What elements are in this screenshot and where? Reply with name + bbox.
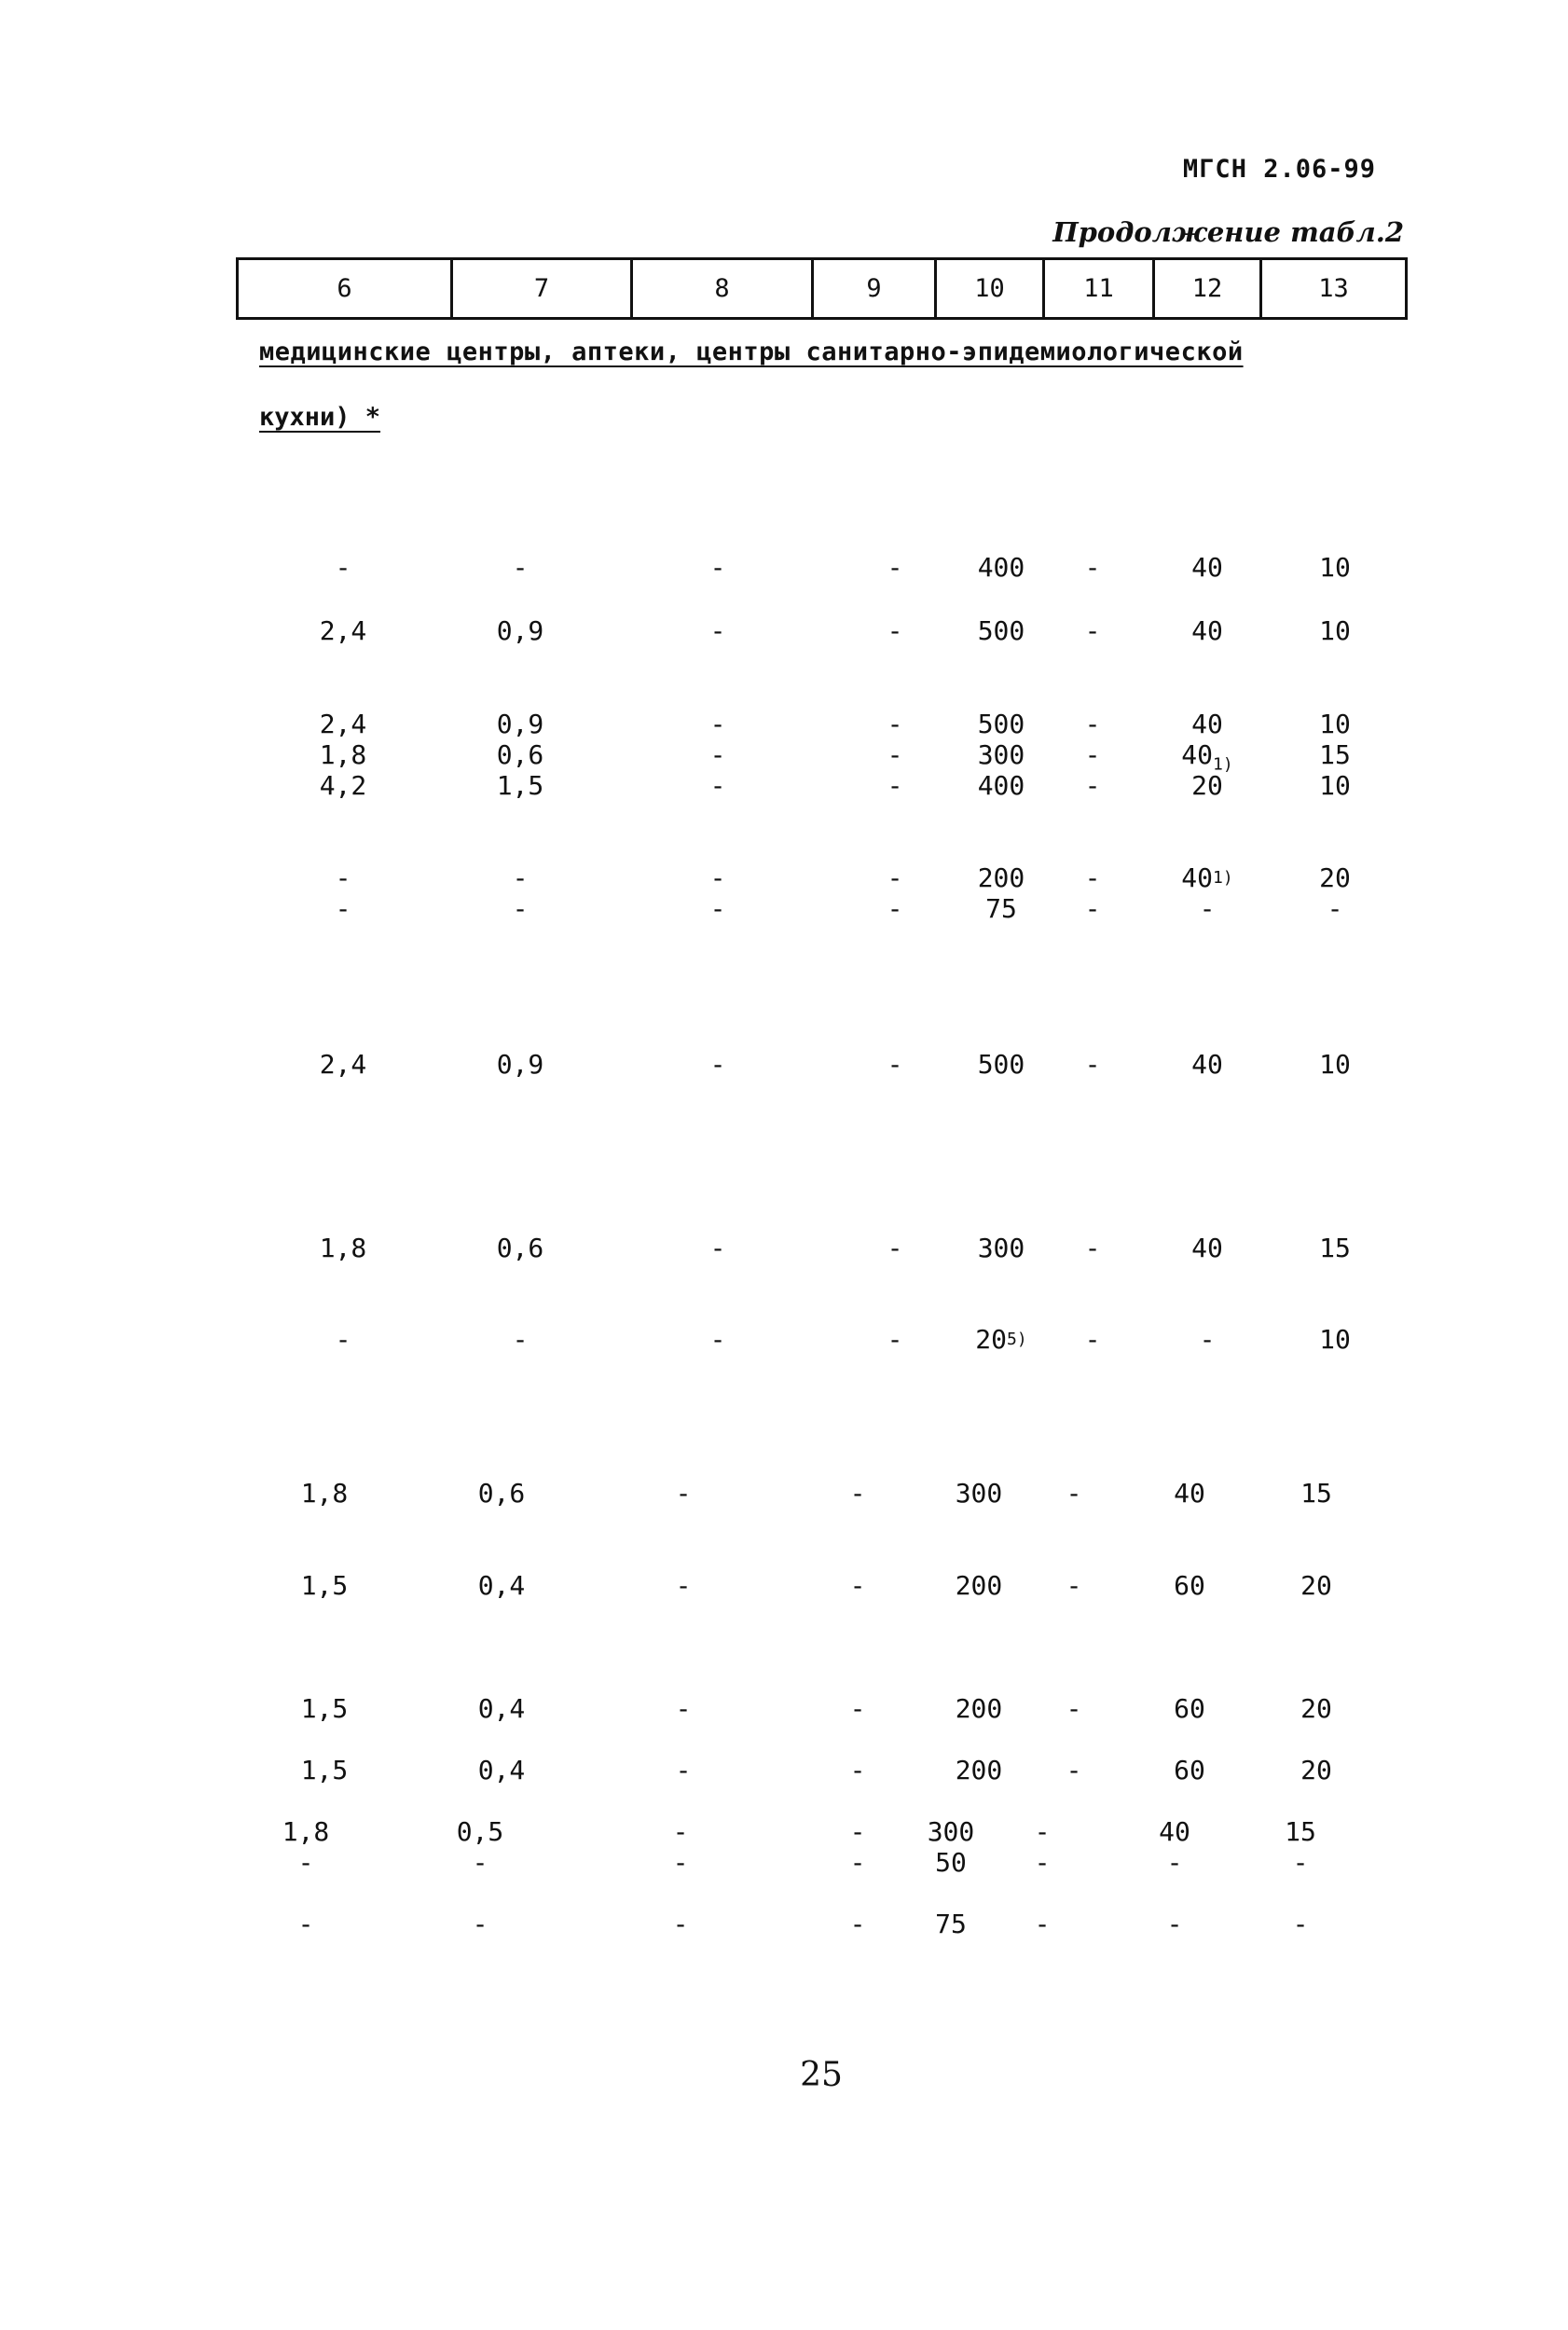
table-cell-r11-col9: - (849, 1478, 866, 1509)
table-cell-r3-col7: 0,9 (496, 709, 544, 739)
table-cell-r17-col7: - (472, 1909, 488, 1939)
table-cell-r4-col9: - (887, 739, 903, 770)
table-cell-r15-col11: - (1034, 1816, 1051, 1847)
column-header-table (236, 257, 1408, 320)
table-cell-r10-col7: - (512, 1324, 529, 1355)
table-cell-r8-col12: 40 (1191, 1049, 1223, 1080)
table-cell-r16-col12: - (1166, 1847, 1183, 1878)
table-cell-r15-col10: 300 (927, 1816, 975, 1847)
table-cell-r5-col11: - (1084, 770, 1101, 801)
table-cell-r12-col9: - (849, 1570, 866, 1601)
table-cell-r14-col13: 20 (1300, 1755, 1332, 1785)
table-cell-r3-col8: - (709, 709, 726, 739)
table-cell-r14-col7: 0,4 (477, 1755, 526, 1785)
table-cell-r14-col9: - (849, 1755, 866, 1785)
table-cell-r12-col11: - (1066, 1570, 1082, 1601)
table-cell-r16-col13: - (1292, 1847, 1309, 1878)
table-continuation-label: Продолжение табл.2 (1052, 216, 1404, 248)
table-cell-r11-col6: 1,8 (300, 1478, 349, 1509)
table-cell-r17-col8: - (672, 1909, 689, 1939)
table-cell-r1-col7: - (512, 552, 529, 583)
table-cell-r5-col13: 10 (1319, 770, 1351, 801)
table-cell-r7-col8: - (709, 893, 726, 924)
table-cell-r15-col6: 1,8 (282, 1816, 330, 1847)
table-cell-r6-col10: 200 (977, 862, 1025, 893)
table-cell-r5-col10: 400 (977, 770, 1025, 801)
table-cell-r13-col9: - (849, 1693, 866, 1724)
table-cell-r8-col6: 2,4 (319, 1049, 367, 1080)
table-cell-r11-col12: 40 (1174, 1478, 1205, 1509)
table-cell-r4-col7: 0,6 (496, 739, 544, 770)
table-cell-r1-col10: 400 (977, 552, 1025, 583)
table-cell-r14-col10: 200 (955, 1755, 1003, 1785)
table-cell-r8-col9: - (887, 1049, 903, 1080)
table-cell-r2-col10: 500 (977, 615, 1025, 646)
table-cell-r17-col9: - (849, 1909, 866, 1939)
table-cell-r13-col8: - (675, 1693, 692, 1724)
table-cell-r10-col10: 20$^{5)}$ (975, 1324, 1027, 1355)
table-cell-r12-col8: - (675, 1570, 692, 1601)
table-cell-r10-col11: - (1084, 1324, 1101, 1355)
footnote-mark: 1) (1213, 868, 1233, 888)
table-cell-r12-col7: 0,4 (477, 1570, 526, 1601)
column-header-13: 13 (1261, 259, 1407, 319)
table-cell-r6-col12: 40$^{1)}$ (1181, 862, 1233, 893)
column-header-9: 9 (813, 259, 936, 319)
column-header-10: 10 (936, 259, 1044, 319)
table-cell-r5-col6: 4,2 (319, 770, 367, 801)
table-cell-r1-col6: - (335, 552, 351, 583)
table-cell-r7-col7: - (512, 893, 529, 924)
table-cell-r2-col6: 2,4 (319, 615, 367, 646)
table-cell-r6-col9: - (887, 862, 903, 893)
table-cell-r13-col11: - (1066, 1693, 1082, 1724)
table-cell-r8-col10: 500 (977, 1049, 1025, 1080)
table-cell-r4-col6: 1,8 (319, 739, 367, 770)
footnote-mark: 5) (1007, 1330, 1027, 1349)
page-number: 25 (800, 2056, 843, 2094)
table-cell-r13-col6: 1,5 (300, 1693, 349, 1724)
table-cell-r3-col6: 2,4 (319, 709, 367, 739)
table-cell-r3-col12: 40 (1191, 709, 1223, 739)
table-cell-r10-col12: - (1199, 1324, 1216, 1355)
table-cell-r2-col13: 10 (1319, 615, 1351, 646)
table-cell-r12-col12: 60 (1174, 1570, 1205, 1601)
column-header-6: 6 (238, 259, 452, 319)
table-cell-r9-col12: 40 (1191, 1233, 1223, 1263)
table-cell-r17-col13: - (1292, 1909, 1309, 1939)
table-cell-r7-col13: - (1327, 893, 1343, 924)
column-header-12: 12 (1154, 259, 1261, 319)
table-cell-r1-col12: 40 (1191, 552, 1223, 583)
table-cell-r11-col7: 0,6 (477, 1478, 526, 1509)
table-cell-r9-col6: 1,8 (319, 1233, 367, 1263)
table-cell-r6-col13: 20 (1319, 862, 1351, 893)
table-cell-r17-col12: - (1166, 1909, 1183, 1939)
table-cell-r8-col7: 0,9 (496, 1049, 544, 1080)
table-cell-r8-col8: - (709, 1049, 726, 1080)
table-cell-r13-col12: 60 (1174, 1693, 1205, 1724)
table-cell-r3-col11: - (1084, 709, 1101, 739)
table-cell-r15-col12: 40 (1159, 1816, 1190, 1847)
table-cell-r17-col10: 75 (935, 1909, 967, 1939)
table-cell-r15-col7: 0,5 (456, 1816, 504, 1847)
table-cell-r7-col12: - (1199, 893, 1216, 924)
column-header-11: 11 (1044, 259, 1154, 319)
table-cell-r13-col10: 200 (955, 1693, 1003, 1724)
table-cell-r12-col13: 20 (1300, 1570, 1332, 1601)
table-cell-r14-col8: - (675, 1755, 692, 1785)
table-cell-r7-col9: - (887, 893, 903, 924)
table-cell-r14-col12: 60 (1174, 1755, 1205, 1785)
table-cell-r4-col12: $40_{1)}$ (1181, 739, 1233, 775)
table-cell-r5-col9: - (887, 770, 903, 801)
footnote-mark: 1) (1213, 754, 1233, 775)
table-cell-r15-col9: - (849, 1816, 866, 1847)
table-cell-r6-col6: - (335, 862, 351, 893)
table-cell-r1-col8: - (709, 552, 726, 583)
table-cell-r10-col6: - (335, 1324, 351, 1355)
table-cell-r3-col10: 500 (977, 709, 1025, 739)
table-cell-r10-col13: 10 (1319, 1324, 1351, 1355)
table-cell-r2-col7: 0,9 (496, 615, 544, 646)
table-cell-r1-col9: - (887, 552, 903, 583)
table-cell-r16-col9: - (849, 1847, 866, 1878)
table-cell-r16-col7: - (472, 1847, 488, 1878)
table-cell-r11-col10: 300 (955, 1478, 1003, 1509)
table-cell-r11-col8: - (675, 1478, 692, 1509)
table-cell-r9-col7: 0,6 (496, 1233, 544, 1263)
table-cell-r5-col7: 1,5 (496, 770, 544, 801)
table-cell-r4-col8: - (709, 739, 726, 770)
table-cell-r10-col9: - (887, 1324, 903, 1355)
table-cell-r15-col8: - (672, 1816, 689, 1847)
table-cell-r12-col10: 200 (955, 1570, 1003, 1601)
table-cell-r4-col11: - (1084, 739, 1101, 770)
table-cell-r9-col9: - (887, 1233, 903, 1263)
table-cell-r16-col8: - (672, 1847, 689, 1878)
table-cell-r6-col7: - (512, 862, 529, 893)
table-cell-r5-col12: 20 (1191, 770, 1223, 801)
table-cell-r17-col6: - (297, 1909, 314, 1939)
table-cell-r7-col6: - (335, 893, 351, 924)
table-cell-r8-col13: 10 (1319, 1049, 1351, 1080)
table-cell-r16-col11: - (1034, 1847, 1051, 1878)
table-cell-r2-col11: - (1084, 615, 1101, 646)
table-cell-r14-col11: - (1066, 1755, 1082, 1785)
table-cell-r7-col10: 75 (985, 893, 1017, 924)
table-cell-r2-col8: - (709, 615, 726, 646)
table-cell-r9-col13: 15 (1319, 1233, 1351, 1263)
table-cell-r1-col11: - (1084, 552, 1101, 583)
table-cell-r2-col12: 40 (1191, 615, 1223, 646)
table-cell-r9-col11: - (1084, 1233, 1101, 1263)
table-cell-r15-col13: 15 (1285, 1816, 1316, 1847)
table-cell-r4-col13: 15 (1319, 739, 1351, 770)
table-cell-r2-col9: - (887, 615, 903, 646)
table-cell-r14-col6: 1,5 (300, 1755, 349, 1785)
table-cell-r12-col6: 1,5 (300, 1570, 349, 1601)
table-cell-r5-col8: - (709, 770, 726, 801)
document-code: МГСН 2.06-99 (1182, 155, 1376, 184)
table-cell-r13-col7: 0,4 (477, 1693, 526, 1724)
section-heading-line-1: медицинские центры, аптеки, центры санитарно-эпидемиологической (259, 338, 1244, 366)
table-cell-r3-col9: - (887, 709, 903, 739)
table-cell-r16-col10: 50 (935, 1847, 967, 1878)
table-cell-r17-col11: - (1034, 1909, 1051, 1939)
table-cell-r11-col11: - (1066, 1478, 1082, 1509)
table-cell-r11-col13: 15 (1300, 1478, 1332, 1509)
section-heading-line-2: кухни) * (259, 403, 381, 432)
table-cell-r9-col8: - (709, 1233, 726, 1263)
table-cell-r6-col8: - (709, 862, 726, 893)
table-cell-r7-col11: - (1084, 893, 1101, 924)
column-header-8: 8 (632, 259, 813, 319)
table-cell-r9-col10: 300 (977, 1233, 1025, 1263)
table-cell-r6-col11: - (1084, 862, 1101, 893)
table-cell-r1-col13: 10 (1319, 552, 1351, 583)
column-header-7: 7 (452, 259, 632, 319)
table-cell-r13-col13: 20 (1300, 1693, 1332, 1724)
table-cell-r8-col11: - (1084, 1049, 1101, 1080)
table-cell-r10-col8: - (709, 1324, 726, 1355)
table-cell-r16-col6: - (297, 1847, 314, 1878)
table-cell-r4-col10: 300 (977, 739, 1025, 770)
table-cell-r3-col13: 10 (1319, 709, 1351, 739)
